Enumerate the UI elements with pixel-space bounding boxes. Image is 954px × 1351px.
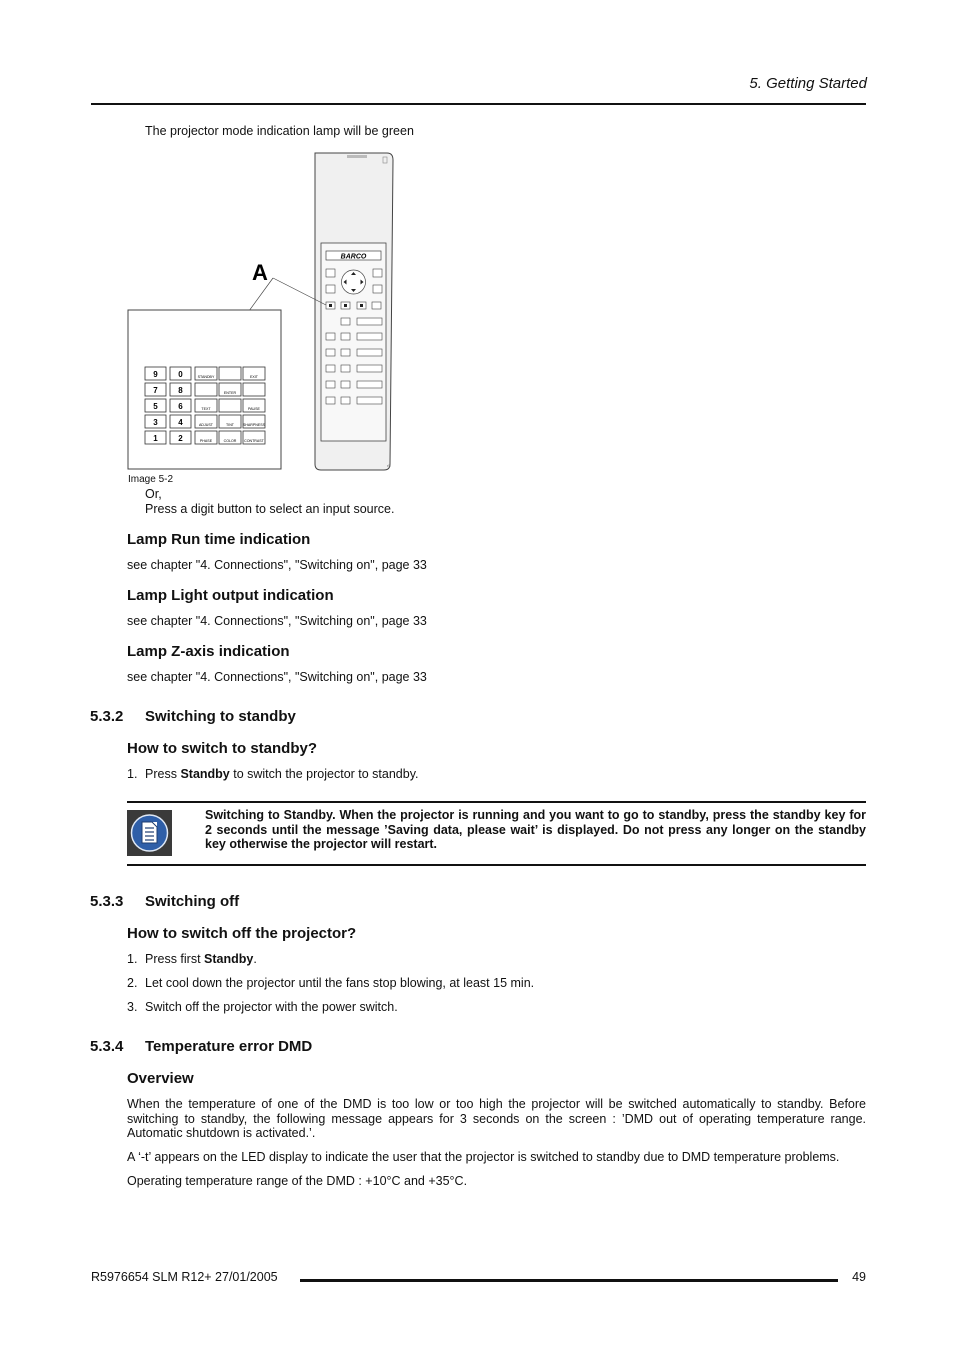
keypad-digit-label: 5 bbox=[153, 402, 158, 411]
digit-text: Press a digit button to select an input source. bbox=[145, 502, 395, 516]
keypad-function-label: PHASE bbox=[199, 439, 213, 443]
keypad-digit-label: 1 bbox=[153, 434, 158, 443]
standby-subheading: How to switch to standby? bbox=[127, 740, 317, 757]
keypad-digit-label: 0 bbox=[178, 370, 183, 379]
lamp-light-text: see chapter "4. Connections", "Switching on", page 33 bbox=[127, 614, 427, 628]
keypad-function-key bbox=[219, 399, 241, 412]
header-rule bbox=[91, 103, 866, 105]
chapter-title: 5. Getting Started bbox=[749, 75, 867, 92]
note-icon bbox=[127, 810, 172, 856]
keypad-digit-label: 4 bbox=[178, 418, 183, 427]
keypad-function-label: ENTER bbox=[223, 391, 237, 395]
keypad-function-label: STANDBY bbox=[197, 375, 215, 379]
switch-off-subheading: How to switch off the projector? bbox=[127, 925, 357, 942]
figure-caption: Image 5-2 bbox=[128, 474, 174, 485]
section-number: 5.3.4 bbox=[90, 1038, 124, 1055]
intro-text: The projector mode indication lamp will be green bbox=[145, 124, 414, 138]
section-title: Temperature error DMD bbox=[145, 1038, 313, 1055]
switch-off-step-3: 3. Switch off the projector with the power switch. bbox=[127, 1000, 398, 1014]
footer-doc-ref: R5976654 SLM R12+ 27/01/2005 bbox=[91, 1270, 278, 1284]
keypad-digit-label: 6 bbox=[178, 402, 183, 411]
remote-ir-window bbox=[347, 155, 367, 158]
or-text: Or, bbox=[145, 487, 162, 501]
keypad-digit-label: 3 bbox=[153, 418, 158, 427]
section-5-3-2-heading bbox=[90, 708, 296, 725]
note-bottom-rule bbox=[127, 864, 866, 866]
dmd-paragraph-1: When the temperature of one of the DMD is too low or too high the projector will be switched automatically to standby. Before switching to standby, the following message appears for 3 seconds on the screen : ’DMD out of operating temperature range. Automatic shutdown is activated.’. bbox=[127, 1097, 866, 1140]
section-5-3-3-heading bbox=[90, 893, 239, 910]
keypad-function-label: COLOR bbox=[223, 439, 237, 443]
switch-off-step-1: 1. Press first Standby. bbox=[127, 952, 257, 966]
keypad-digit-label: 8 bbox=[178, 386, 183, 395]
keypad-digit-label: 2 bbox=[178, 434, 183, 443]
keypad-function-key bbox=[195, 383, 217, 396]
section-title: Switching to standby bbox=[145, 708, 296, 725]
lamp-runtime-text: see chapter "4. Connections", "Switching on", page 33 bbox=[127, 558, 427, 572]
standby-note-text: Switching to Standby. When the projector is running and you want to go to standby, press the standby key for 2 seconds until the message ’Saving data, please wait’ is displayed. Do not press any longer on the standby key otherwise the projector will restart. bbox=[205, 808, 866, 851]
page-number: 49 bbox=[852, 1270, 866, 1284]
keypad-function-label: TINT bbox=[226, 423, 234, 427]
standby-step-1: 1. Press Standby to switch the projector to standby. bbox=[127, 767, 419, 781]
section-number: 5.3.3 bbox=[90, 893, 124, 910]
dmd-paragraph-3: Operating temperature range of the DMD : +10°C and +35°C. bbox=[127, 1174, 468, 1188]
lamp-zaxis-text: see chapter "4. Connections", "Switching on", page 33 bbox=[127, 670, 427, 684]
lamp-runtime-heading: Lamp Run time indication bbox=[127, 531, 311, 548]
keypad-function-key bbox=[219, 367, 241, 380]
dmd-paragraph-2: A ‘-t’ appears on the LED display to indicate the user that the projector is switched to standby due to DMD temperature problems. bbox=[127, 1150, 840, 1164]
keypad-detail bbox=[145, 367, 266, 444]
switch-off-step-2: 2. Let cool down the projector until the fans stop blowing, at least 15 min. bbox=[127, 976, 535, 990]
callout-label: A bbox=[252, 260, 268, 285]
lamp-zaxis-heading: Lamp Z-axis indication bbox=[127, 643, 290, 660]
section-number: 5.3.2 bbox=[90, 708, 124, 725]
section-title: Switching off bbox=[145, 893, 240, 910]
brand-logo: BARCO bbox=[340, 253, 367, 261]
note-top-rule bbox=[127, 801, 866, 803]
keypad-digit-label: 9 bbox=[153, 370, 158, 379]
footer-rule bbox=[300, 1279, 838, 1282]
keypad-function-label: SHARPNESS bbox=[242, 423, 266, 427]
keypad-function-label: CONTRAST bbox=[244, 439, 264, 443]
keypad-function-label: EXIT bbox=[250, 375, 258, 379]
keypad-function-key bbox=[243, 383, 265, 396]
section-5-3-4-heading bbox=[90, 1038, 312, 1055]
keypad-function-label: PAUSE bbox=[248, 407, 260, 411]
keypad-function-label: TEXT bbox=[201, 407, 211, 411]
keypad-function-label: ADJUST bbox=[199, 423, 213, 427]
svg-text:r5: r5 bbox=[387, 463, 391, 468]
lamp-light-heading: Lamp Light output indication bbox=[127, 587, 334, 604]
overview-subheading: Overview bbox=[127, 1070, 194, 1087]
remote-control-figure bbox=[125, 150, 405, 475]
keypad-digit-label: 7 bbox=[153, 386, 158, 395]
